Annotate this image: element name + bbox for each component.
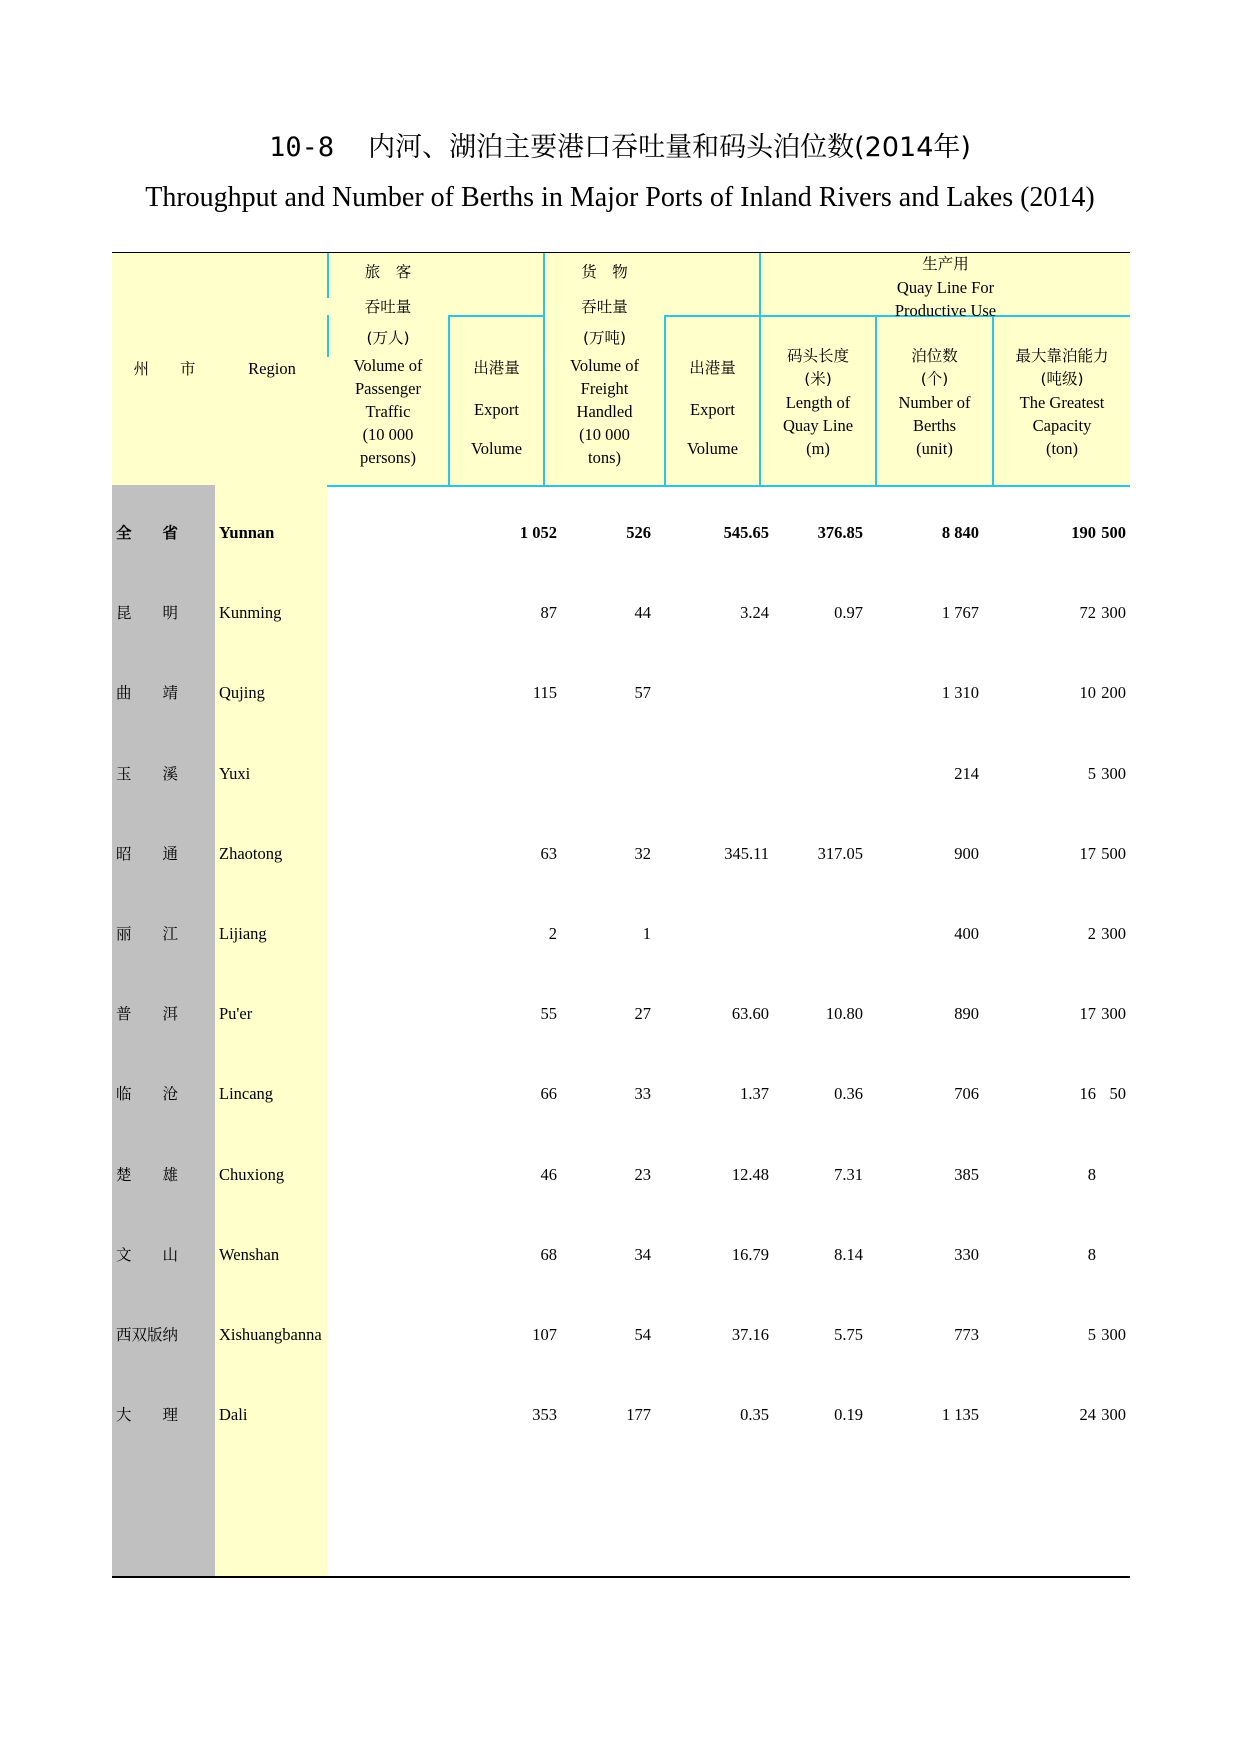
region-name-en: Yuxi <box>219 764 251 783</box>
berths-header: 泊位数 (个) Number of Berths (unit) <box>898 347 971 458</box>
berths-cell: 17 <box>1079 1004 1096 1023</box>
passenger-export-cell: 34 <box>634 1245 651 1264</box>
capacity-cell: 500 <box>1101 523 1126 542</box>
passenger-export-header: 出港量 Export Volume <box>470 359 523 458</box>
passenger-volume-cell: 2 <box>548 924 557 943</box>
quay-length-cell: 1 310 <box>941 683 979 702</box>
passenger-header: 旅 客 吞吐量 (万人) Volume of Passenger Traffic (10 000 persons) <box>353 263 423 467</box>
table-row <box>112 1400 1130 1430</box>
freight-volume-cell: 3.24 <box>740 603 769 622</box>
berths-cell: 72 <box>1079 603 1096 622</box>
table-row-total <box>112 518 1130 548</box>
table-bottom-rule <box>112 1576 1130 1578</box>
capacity-cell: 300 <box>1101 1004 1126 1023</box>
capacity-cell: 200 <box>1101 683 1126 702</box>
quay-length-cell: 214 <box>954 764 979 783</box>
region-name-en: Xishuangbanna <box>219 1325 322 1344</box>
quay-length-cell: 330 <box>954 1245 979 1264</box>
capacity-cell: 300 <box>1101 924 1126 943</box>
passenger-volume-cell: 63 <box>540 844 557 863</box>
table-row <box>112 839 1130 869</box>
freight-volume-cell: 63.60 <box>731 1004 769 1023</box>
length-header: 码头长度 (米) Length of Quay Line (m) <box>782 347 854 458</box>
passenger-volume-cell: 87 <box>540 603 557 622</box>
passenger-export-cell: 33 <box>634 1084 651 1103</box>
berths-cell: 10 <box>1079 683 1096 702</box>
passenger-volume-cell: 353 <box>532 1405 557 1424</box>
table-row <box>112 999 1130 1029</box>
freight-volume-cell: 545.65 <box>723 523 769 542</box>
table-row <box>112 1160 1130 1190</box>
region-name-en: Dali <box>219 1405 248 1424</box>
berths-cell: 16 <box>1079 1084 1096 1103</box>
region-name-en: Zhaotong <box>219 844 283 863</box>
freight-export-cell: 376.85 <box>817 523 863 542</box>
passenger-export-cell: 27 <box>634 1004 651 1023</box>
divider <box>327 253 329 298</box>
quay-length-cell: 900 <box>954 844 979 863</box>
freight-header: 货 物 吞吐量 (万吨) Volume of Freight Handled (10 000 tons) <box>570 263 639 467</box>
table-row <box>112 1079 1130 1109</box>
region-header: Region <box>248 359 296 378</box>
freight-export-cell: 0.97 <box>834 603 863 622</box>
freight-export-cell: 5.75 <box>834 1325 863 1344</box>
freight-export-cell: 317.05 <box>817 844 863 863</box>
region-name-cn: 曲 靖 <box>116 684 179 702</box>
region-name-en: Wenshan <box>219 1245 280 1264</box>
table-row <box>112 1240 1130 1270</box>
region-name-cn: 临 沧 <box>116 1085 179 1103</box>
region-name-cn: 文 山 <box>116 1246 179 1264</box>
quay-length-cell: 1 135 <box>941 1405 979 1424</box>
table-row <box>112 919 1130 949</box>
freight-volume-cell: 345.11 <box>724 844 769 863</box>
region-name-cn: 普 洱 <box>116 1005 179 1023</box>
region-name-en: Pu'er <box>219 1004 253 1023</box>
region-name-en: Qujing <box>219 683 265 702</box>
table-row <box>112 1320 1130 1350</box>
region-name-en: Lincang <box>219 1084 274 1103</box>
freight-volume-cell: 12.48 <box>731 1165 769 1184</box>
freight-export-cell: 0.19 <box>834 1405 863 1424</box>
berths-cell: 2 <box>1087 924 1096 943</box>
data-table <box>112 252 1130 1588</box>
prefecture-header: 州 市 <box>133 360 196 378</box>
passenger-volume-cell: 115 <box>532 683 557 702</box>
capacity-cell: 300 <box>1101 1325 1126 1344</box>
table-row <box>112 598 1130 628</box>
region-name-en: Lijiang <box>219 924 267 943</box>
region-name-en: Kunming <box>219 603 282 622</box>
passenger-volume-cell: 55 <box>540 1004 557 1023</box>
quay-length-cell: 706 <box>954 1084 979 1103</box>
berths-cell: 5 <box>1087 1325 1096 1344</box>
freight-volume-cell: 16.79 <box>731 1245 769 1264</box>
berths-cell: 5 <box>1087 764 1096 783</box>
quay-group-header: 生产用 Quay Line For Productive Use <box>894 255 997 320</box>
capacity-header: 最大靠泊能力 (吨级) The Greatest Capacity (ton) <box>1015 347 1109 458</box>
freight-volume-cell: 37.16 <box>731 1325 769 1344</box>
quay-length-cell: 385 <box>954 1165 979 1184</box>
passenger-volume-cell: 68 <box>540 1245 557 1264</box>
capacity-cell: 300 <box>1101 1405 1126 1424</box>
freight-subrule <box>664 315 759 317</box>
table-number: 10-8 <box>269 132 335 163</box>
freight-export-cell: 10.80 <box>825 1004 863 1023</box>
divider <box>327 315 329 357</box>
berths-cell: 8 <box>1087 1245 1096 1264</box>
title-cn-text: 内河、湖泊主要港口吞吐量和码头泊位数(2014年) <box>368 132 971 163</box>
capacity-cell: 50 <box>1109 1084 1126 1103</box>
region-name-cn: 昭 通 <box>116 845 179 863</box>
page-title-cn <box>0 128 1240 168</box>
freight-volume-cell: 0.35 <box>740 1405 769 1424</box>
quay-length-cell: 1 767 <box>941 603 979 622</box>
passenger-export-cell: 526 <box>626 523 651 542</box>
table-row <box>112 678 1130 708</box>
passenger-export-cell: 44 <box>634 603 651 622</box>
quay-length-cell: 400 <box>954 924 979 943</box>
region-name-cn: 昆 明 <box>116 604 179 622</box>
freight-export-cell: 0.36 <box>834 1084 863 1103</box>
freight-export-header: 出港量 Export Volume <box>686 359 739 458</box>
table-body <box>112 485 1130 1588</box>
page-title-en: Throughput and Number of Berths in Major Ports of Inland Rivers and Lakes (2014) <box>145 182 1095 213</box>
berths-cell: 8 <box>1087 1165 1096 1184</box>
region-name-cn: 玉 溪 <box>116 765 179 783</box>
passenger-export-cell: 177 <box>626 1405 651 1424</box>
capacity-cell: 500 <box>1101 844 1126 863</box>
region-name-cn: 丽 江 <box>116 925 179 943</box>
capacity-cell: 300 <box>1101 603 1126 622</box>
passenger-export-cell: 1 <box>642 924 651 943</box>
freight-export-cell: 7.31 <box>834 1165 863 1184</box>
table-row <box>112 759 1130 789</box>
passenger-volume-cell: 1 052 <box>519 523 557 542</box>
passenger-export-cell: 23 <box>634 1165 651 1184</box>
quay-length-cell: 8 840 <box>941 523 979 542</box>
berths-cell: 190 <box>1071 523 1096 542</box>
region-name-en: Chuxiong <box>219 1165 285 1184</box>
berths-cell: 24 <box>1079 1405 1096 1424</box>
region-name-cn: 楚 雄 <box>116 1166 179 1184</box>
passenger-volume-cell: 107 <box>532 1325 557 1344</box>
quay-length-cell: 773 <box>954 1325 979 1344</box>
passenger-volume-cell: 46 <box>540 1165 557 1184</box>
table-header <box>112 252 1130 486</box>
passenger-export-cell: 54 <box>634 1325 651 1344</box>
region-name-en: Yunnan <box>219 523 275 542</box>
region-name-cn: 大 理 <box>116 1406 179 1424</box>
region-name-cn: 西双版纳 <box>116 1326 179 1344</box>
region-name-cn: 全 省 <box>116 524 179 542</box>
passenger-subrule <box>448 315 543 317</box>
freight-volume-cell: 1.37 <box>740 1084 769 1103</box>
quay-length-cell: 890 <box>954 1004 979 1023</box>
passenger-volume-cell: 66 <box>540 1084 557 1103</box>
passenger-export-cell: 57 <box>634 683 651 702</box>
passenger-export-cell: 32 <box>634 844 651 863</box>
freight-export-cell: 8.14 <box>834 1245 863 1264</box>
capacity-cell: 300 <box>1101 764 1126 783</box>
berths-cell: 17 <box>1079 844 1096 863</box>
